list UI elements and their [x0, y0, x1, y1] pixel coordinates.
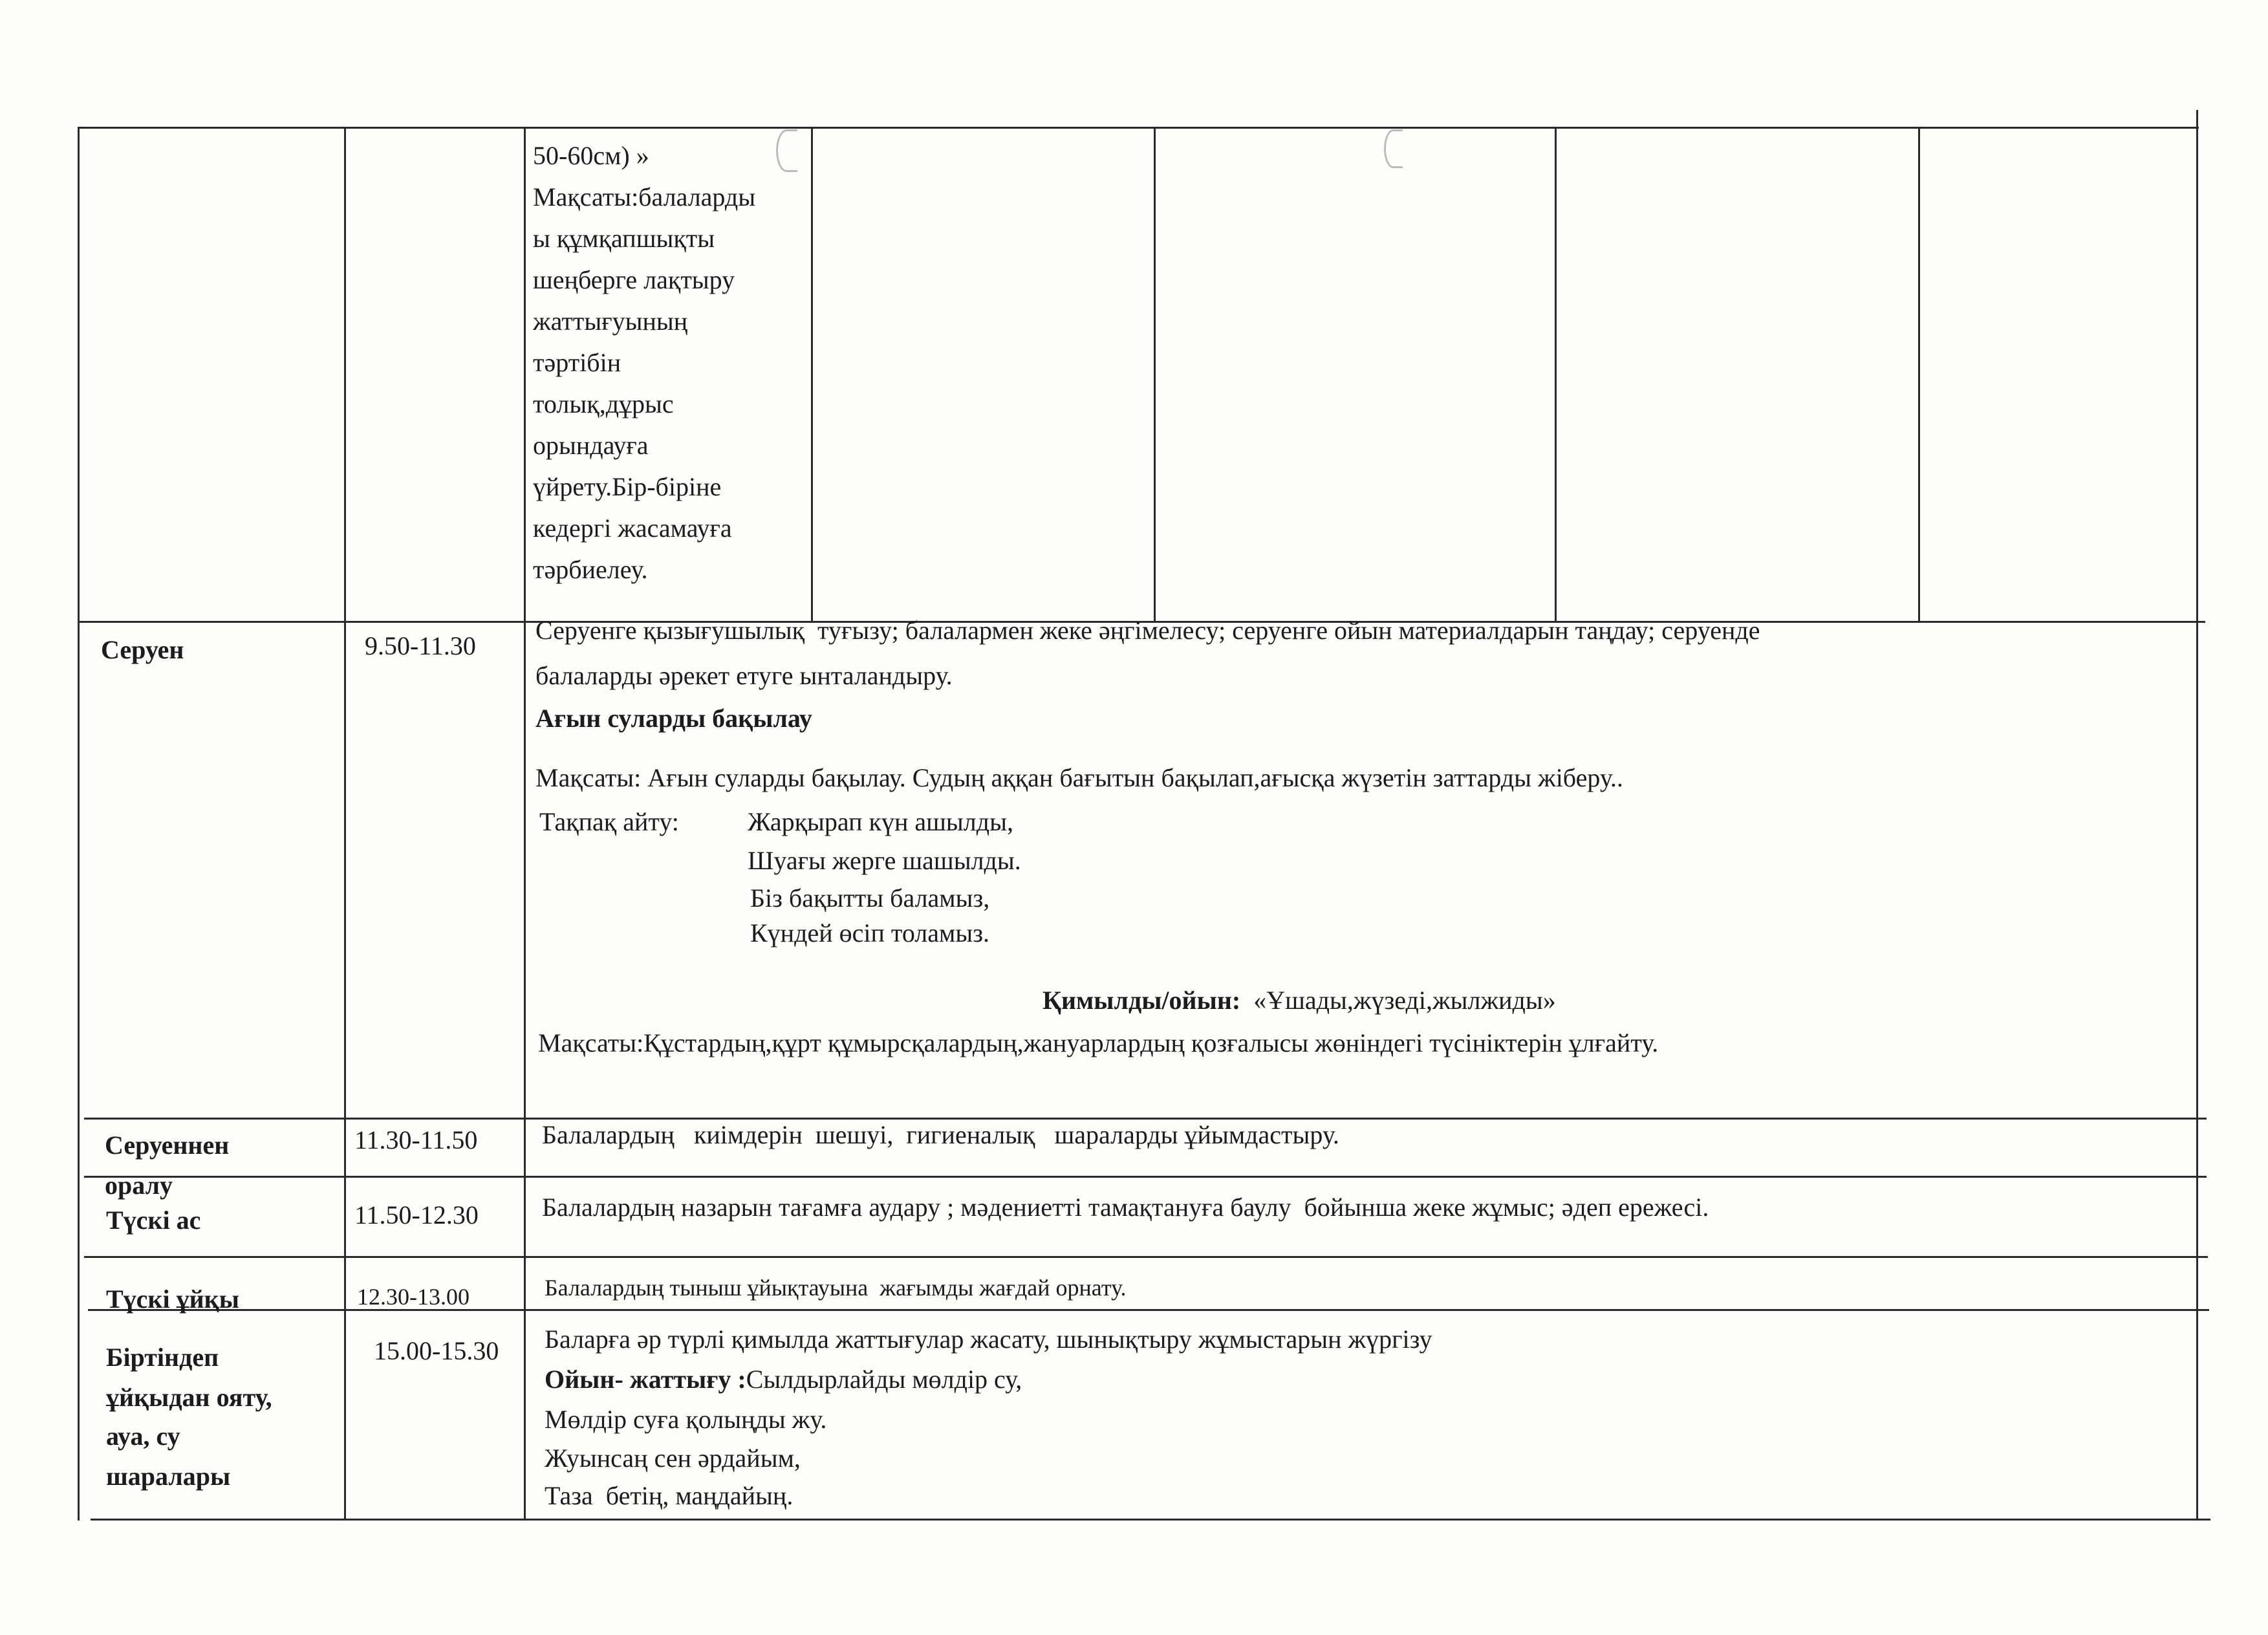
- scan-mark: [776, 129, 797, 172]
- row-label-return-2: оралу: [105, 1171, 173, 1200]
- row-time-lunch: 11.50-12.30: [354, 1200, 479, 1229]
- poem-line: Біз бақытты баламыз,: [750, 883, 990, 913]
- scan-mark: [1384, 129, 1403, 168]
- row-label-return-1: Серуеннен: [105, 1131, 230, 1160]
- text-line: жаттығуының: [533, 307, 688, 336]
- text-line: кедергі жасамауға: [533, 514, 732, 543]
- wake-text-line-1: Баларға әр түрлі қимылда жаттығулар жасату, шынықтыру жұмыстарын жүргізу: [545, 1325, 1432, 1354]
- text-line: орындауға: [533, 431, 649, 460]
- table-bottom-border: [91, 1519, 2210, 1521]
- row-label-nap: Түскі ұйқы: [106, 1284, 239, 1314]
- row-time-wake: 15.00-15.30: [374, 1336, 499, 1365]
- seruen-goal: Мақсаты: Ағын суларды бақылау. Судың аққан бағытын бақылап,ағысқа жүзетін заттарды жіберу..: [535, 763, 1623, 792]
- col-divider-time: [344, 127, 346, 1521]
- col-divider-top-6: [1555, 127, 1557, 622]
- takpak-label: Тақпақ айту:: [539, 807, 679, 836]
- game-goal: Мақсаты:Құстардың,құрт құмырсқалардың,жануарлардың қозғалысы жөніндегі түсініктерін ұлғайту.: [538, 1028, 1659, 1057]
- seruen-intro-line-1: Серуенге қызығушылық туғызу; балалармен жеке әңгімелесу; серуенге ойын материалдарын таңдау; серуенде: [535, 616, 1760, 645]
- row-label-wake-3: ауа, су: [106, 1422, 180, 1451]
- text-line: үйрету.Бір-біріне: [533, 472, 722, 501]
- poem-line: Шуағы жерге шашылды.: [748, 846, 1021, 875]
- table-top-border: [78, 127, 2199, 129]
- wake-line: Таза бетің, маңдайың.: [545, 1481, 794, 1510]
- text-line: тәртібін: [533, 348, 621, 377]
- row-label-wake-2: ұйқыдан ояту,: [106, 1383, 272, 1412]
- game-name: «Ұшады,жүзеді,жылжиды»: [1253, 986, 1556, 1015]
- text-line: ы құмқапшықты: [533, 224, 715, 253]
- col-divider-top-5: [1154, 127, 1156, 622]
- text-line: 50-60см) »: [533, 141, 649, 170]
- row-text-return: Балалардың киімдерін шешуі, гигиеналық шараларды ұйымдастыру.: [542, 1120, 1339, 1149]
- row-time-seruen: 9.50-11.30: [365, 631, 476, 660]
- seruen-intro-line-2: балаларды әрекет етуге ынталандыру.: [535, 661, 953, 690]
- wake-game-line: [545, 1361, 1022, 1398]
- seruen-title: Ағын суларды бақылау: [535, 704, 812, 733]
- poem-line: Күндей өсіп толамыз.: [750, 918, 989, 947]
- row-label-lunch: Түскі ас: [106, 1206, 201, 1235]
- text-line: Мақсаты:балаларды: [533, 182, 756, 211]
- col-divider-content: [524, 127, 526, 1521]
- row-time-return: 11.30-11.50: [354, 1125, 478, 1154]
- row-text-lunch: Балалардың назарын тағамға аудару ; мәдениетті тамақтануға баулу бойынша жеке жұмыс; әдеп ережесі.: [542, 1193, 1709, 1222]
- poem-line: Жарқырап күн ашылды,: [748, 807, 1013, 836]
- table-left-border: [78, 127, 80, 1521]
- row-label-wake-4: шаралары: [106, 1462, 231, 1491]
- wake-line: Жуынсаң сен әрдайым,: [545, 1444, 801, 1473]
- row-time-nap: 12.30-13.00: [357, 1284, 470, 1310]
- col-divider-top-4: [811, 127, 813, 622]
- row-divider-lunch: [84, 1176, 2207, 1178]
- col-divider-top-7: [1918, 127, 1920, 622]
- wake-game-label: Ойын- жаттығу :: [545, 1365, 746, 1394]
- text-line: шеңберге лақтыру: [533, 265, 735, 294]
- text-line: тәрбиелеу.: [533, 555, 648, 584]
- row-label-seruen: Серуен: [101, 635, 184, 664]
- game-label: Қимылды/ойын:: [1042, 986, 1241, 1015]
- wake-line: Мөлдір суға қолыңды жу.: [545, 1405, 827, 1434]
- text-line: толық,дұрыс: [533, 389, 674, 418]
- table-right-border: [2196, 110, 2198, 1521]
- wake-game-line-1: Сылдырлайды мөлдір су,: [746, 1365, 1022, 1394]
- game-heading: [1042, 982, 1556, 1019]
- row-divider-nap: [84, 1256, 2208, 1258]
- row-label-wake-1: Біртіндеп: [106, 1343, 219, 1372]
- row-text-nap: Балалардың тыныш ұйықтауына жағымды жағдай орнату.: [545, 1275, 1127, 1301]
